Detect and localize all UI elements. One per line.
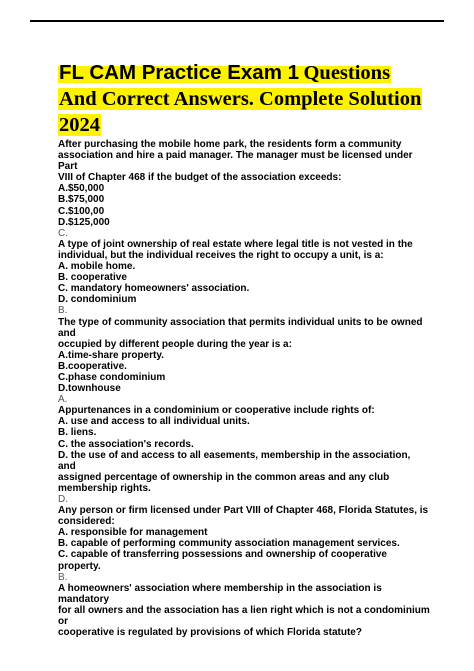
answer-option: B.$75,000 xyxy=(58,194,105,206)
question-text-line: VIII of Chapter 468 if the budget of the association exceeds: xyxy=(58,172,342,184)
question-block-2 xyxy=(58,239,430,317)
top-horizontal-rule xyxy=(30,20,444,22)
question-text-line: A type of joint ownership of real estate where legal title is not vested in the xyxy=(58,238,413,250)
answer-option: B.cooperative. xyxy=(58,360,127,372)
question-block-6 xyxy=(58,583,430,638)
answer-option: C.phase condominium xyxy=(58,371,166,383)
answer-option: C. mandatory homeowners' association. xyxy=(58,283,250,295)
answer-option: B. cooperative xyxy=(58,272,127,284)
document-title xyxy=(58,60,448,139)
question-block-4 xyxy=(58,405,430,505)
title-line-1-serif: Questions xyxy=(303,62,391,84)
answer-option: assigned percentage of ownership in the common areas and any club xyxy=(58,471,390,483)
answer-option: A. use and access to all individual units. xyxy=(58,416,250,428)
question-text-line: Appurtenances in a condominium or cooperative include rights of: xyxy=(58,405,375,417)
correct-answer: B. xyxy=(58,571,68,583)
answer-option: B. capable of performing community association management services. xyxy=(58,538,400,550)
title-line-1 xyxy=(58,60,448,87)
question-text-line: association and hire a paid manager. The manager must be licensed under Part xyxy=(58,150,413,173)
correct-answer: B. xyxy=(58,305,68,317)
correct-answer: D. xyxy=(58,494,68,505)
question-block-3 xyxy=(58,317,430,406)
question-block-5 xyxy=(58,505,430,583)
question-text-line: A homeowners' association where membership in the association is mandatory xyxy=(58,582,382,605)
question-text-line: occupied by different people during the year is a: xyxy=(58,338,292,350)
correct-answer: C. xyxy=(58,227,68,239)
title-line-3: 2024 xyxy=(59,114,100,136)
question-text-line: considered: xyxy=(58,516,115,528)
answer-option: D. the use of and access to all easements, membership in the association, and xyxy=(58,449,411,472)
answer-option: D.townhouse xyxy=(58,383,121,395)
question-text-line: individual, but the individual receives the right to occupy a unit, is a: xyxy=(58,249,384,261)
answer-option: A. mobile home. xyxy=(58,261,136,273)
question-text-line: After purchasing the mobile home park, the residents form a community xyxy=(58,139,402,150)
questions-content xyxy=(58,139,430,638)
answer-option: D. condominium xyxy=(58,294,137,306)
answer-option: C.$100,00 xyxy=(58,205,105,217)
answer-option: A.time-share property. xyxy=(58,349,164,361)
question-block-1 xyxy=(58,139,430,239)
answer-option: B. liens. xyxy=(58,427,97,439)
answer-option: D.$125,000 xyxy=(58,216,110,228)
question-text-line: cooperative is regulated by provisions of which Florida statute? xyxy=(58,627,362,639)
question-text-line: for all owners and the association has a lien right which is not a condominium or xyxy=(58,604,430,628)
answer-option: A. responsible for management xyxy=(58,527,208,539)
answer-option: membership rights. xyxy=(58,482,151,494)
answer-option: C. the association's records. xyxy=(58,438,194,450)
question-text-line: Any person or firm licensed under Part VIII of Chapter 468, Florida Statutes, is xyxy=(58,505,429,517)
title-line-1-sans: FL CAM Practice Exam 1 xyxy=(59,61,300,84)
question-text-line: The type of community association that permits individual units to be owned and xyxy=(58,316,423,339)
title-line-2: And Correct Answers. Complete Solution xyxy=(59,88,422,110)
answer-option: A.$50,000 xyxy=(58,183,105,195)
answer-option: C. capable of transferring possessions and ownership of cooperative property. xyxy=(58,549,387,572)
correct-answer: A. xyxy=(58,394,68,406)
